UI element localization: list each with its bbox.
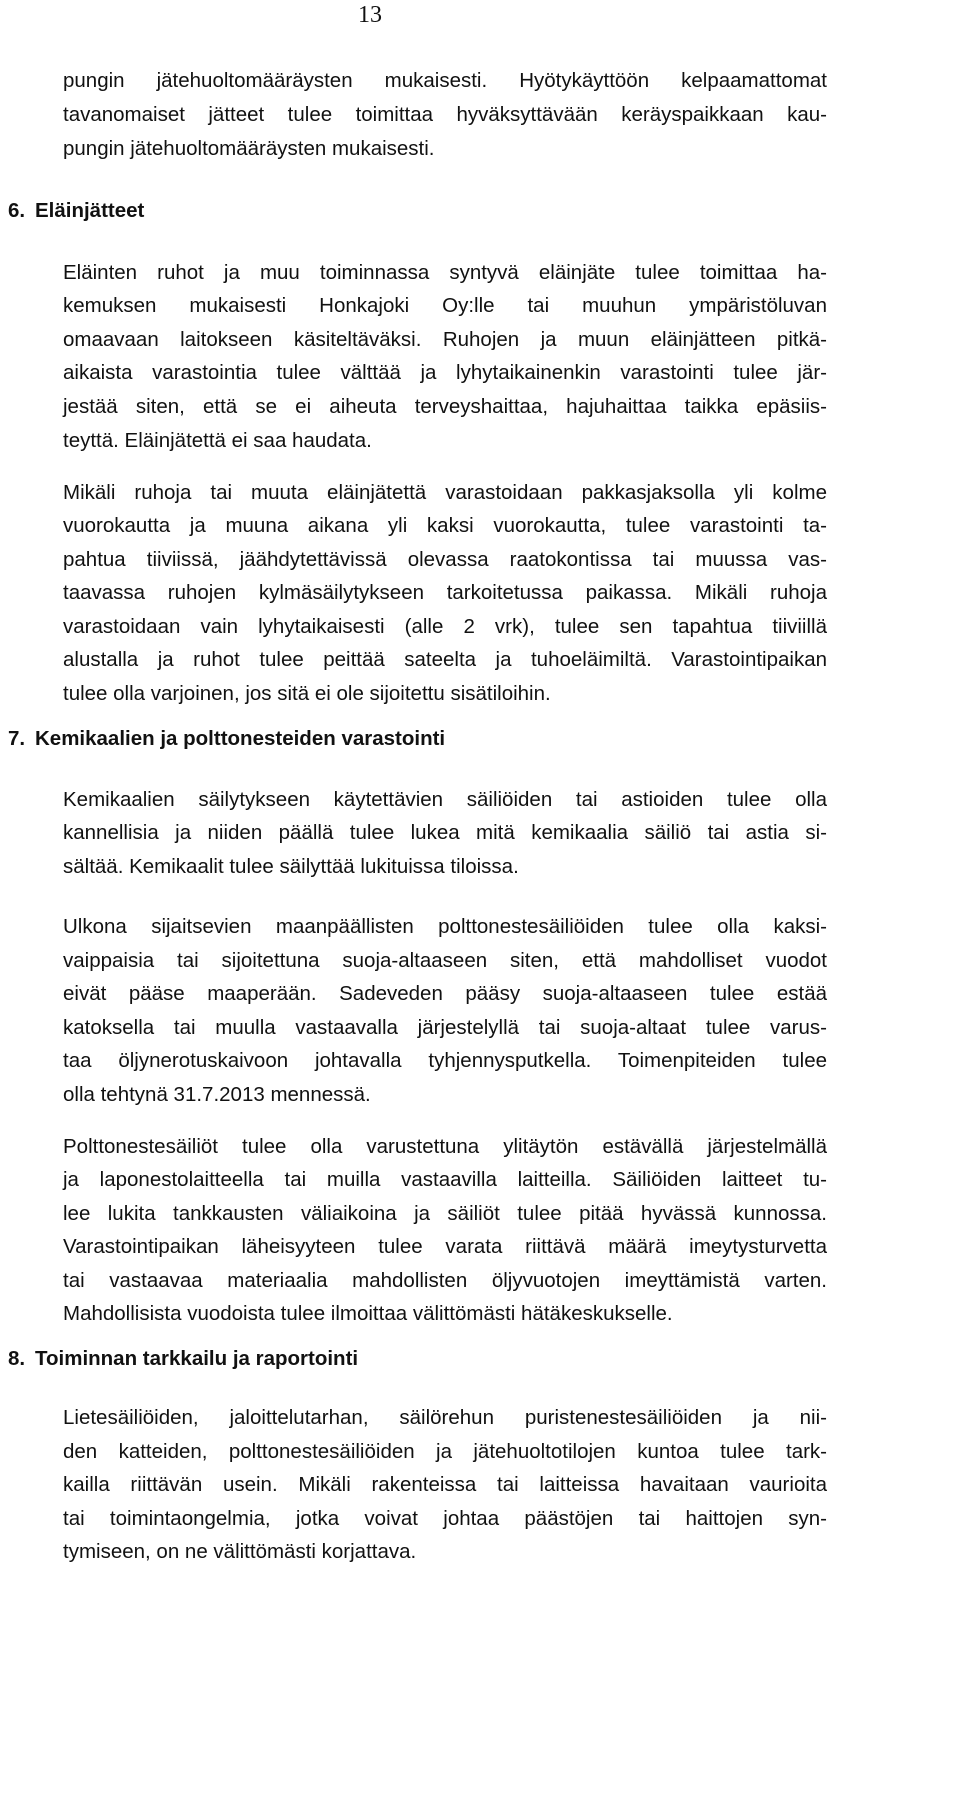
text-line: tymiseen, on ne välittömästi korjattava.: [63, 1540, 417, 1563]
text-line: tai toimintaongelmia, jotka voivat johtaa päästöjen tai haittojen syn-: [63, 1507, 827, 1530]
text-line: sältää. Kemikaalit tulee säilyttää lukituissa tiloissa.: [63, 855, 519, 878]
text-line: pahtua tiiviissä, jäähdytettävissä olevassa raatokontissa tai muussa vas-: [63, 548, 827, 571]
section-number: 8.: [8, 1347, 26, 1370]
text-line: Mikäli ruhoja tai muuta eläinjätettä varastoidaan pakkasjaksolla yli kolme: [63, 481, 827, 504]
text-line: taa öljynerotuskaivoon johtavalla tyhjennysputkella. Toimenpiteiden tulee: [63, 1049, 827, 1072]
text-line: katoksella tai muulla vastaavalla järjestelyllä tai suoja-altaat tulee varus-: [63, 1016, 827, 1039]
text-line: aikaista varastointia tulee välttää ja lyhytaikainenkin varastointi tulee jär-: [63, 361, 827, 384]
section-title: Eläinjätteet: [35, 199, 145, 222]
text-line: alustalla ja ruhot tulee peittää sateelta ja tuhoeläimiltä. Varastointipaikan: [63, 648, 827, 671]
text-line: Varastointipaikan läheisyyteen tulee varata riittävä määrä imeytysturvetta: [63, 1235, 827, 1258]
text-line: Eläinten ruhot ja muu toiminnassa syntyvä eläinjäte tulee toimittaa ha-: [63, 261, 827, 284]
section-number: 6.: [8, 199, 26, 222]
text-line: jestää siten, että se ei aiheuta terveyshaittaa, hajuhaittaa taikka epäsiis-: [63, 395, 827, 418]
text-line: kannellisia ja niiden päällä tulee lukea mitä kemikaalia säiliö tai astia si-: [63, 821, 827, 844]
text-line: omaavaan laitokseen käsiteltäväksi. Ruhojen ja muun eläinjätteen pitkä-: [63, 328, 827, 351]
text-line: den katteiden, polttonestesäiliöiden ja jätehuoltotilojen kuntoa tulee tark-: [63, 1440, 827, 1463]
text-line: varastoidaan vain lyhytaikaisesti (alle 2 vrk), tulee sen tapahtua tiiviillä: [63, 615, 827, 638]
text-line: lee lukita tankkausten väliaikoina ja säiliöt tulee pitää hyvässä kunnossa.: [63, 1202, 827, 1225]
text-line: ja laponestolaitteella tai muilla vastaavilla laitteilla. Säiliöiden laitteet tu-: [63, 1168, 827, 1191]
text-line: vaippaisia tai sijoitettuna suoja-altaaseen siten, että mahdolliset vuodot: [63, 949, 827, 972]
text-line: Polttonestesäiliöt tulee olla varustettuna ylitäytön estävällä järjestelmällä: [63, 1135, 827, 1158]
text-line: Ulkona sijaitsevien maanpäällisten polttonestesäiliöiden tulee olla kaksi-: [63, 915, 827, 938]
section-number: 7.: [8, 727, 26, 750]
text-line: pungin jätehuoltomääräysten mukaisesti. Hyötykäyttöön kelpaamattomat: [63, 69, 827, 92]
text-line: teyttä. Eläinjätettä ei saa haudata.: [63, 429, 372, 452]
text-line: tavanomaiset jätteet tulee toimittaa hyväksyttävään keräyspaikkaan kau-: [63, 103, 827, 126]
text-line: Mahdollisista vuodoista tulee ilmoittaa välittömästi hätäkeskukselle.: [63, 1302, 673, 1325]
text-line: tai vastaavaa materiaalia mahdollisten öljyvuotojen imeyttämistä varten.: [63, 1269, 827, 1292]
text-line: vuorokautta ja muuna aikana yli kaksi vuorokautta, tulee varastointi ta-: [63, 514, 827, 537]
text-line: Kemikaalien säilytykseen käytettävien säiliöiden tai astioiden tulee olla: [63, 788, 827, 811]
text-line: pungin jätehuoltomääräysten mukaisesti.: [63, 137, 435, 160]
section-title: Toiminnan tarkkailu ja raportointi: [35, 1347, 359, 1370]
text-line: olla tehtynä 31.7.2013 mennessä.: [63, 1083, 371, 1106]
text-line: Lietesäiliöiden, jaloittelutarhan, säilörehun puristenestesäiliöiden ja nii-: [63, 1406, 827, 1429]
text-line: kailla riittävän usein. Mikäli rakenteissa tai laitteissa havaitaan vaurioita: [63, 1473, 827, 1496]
text-line: taavassa ruhojen kylmäsäilytykseen tarkoitetussa paikassa. Mikäli ruhoja: [63, 581, 827, 604]
page-number: 13: [358, 2, 382, 28]
text-line: tulee olla varjoinen, jos sitä ei ole sijoitettu sisätiloihin.: [63, 682, 551, 705]
text-line: kemuksen mukaisesti Honkajoki Oy:lle tai muuhun ympäristöluvan: [63, 294, 827, 317]
text-line: eivät pääse maaperään. Sadeveden pääsy suoja-altaaseen tulee estää: [63, 982, 827, 1005]
section-title: Kemikaalien ja polttonesteiden varastointi: [35, 727, 446, 750]
